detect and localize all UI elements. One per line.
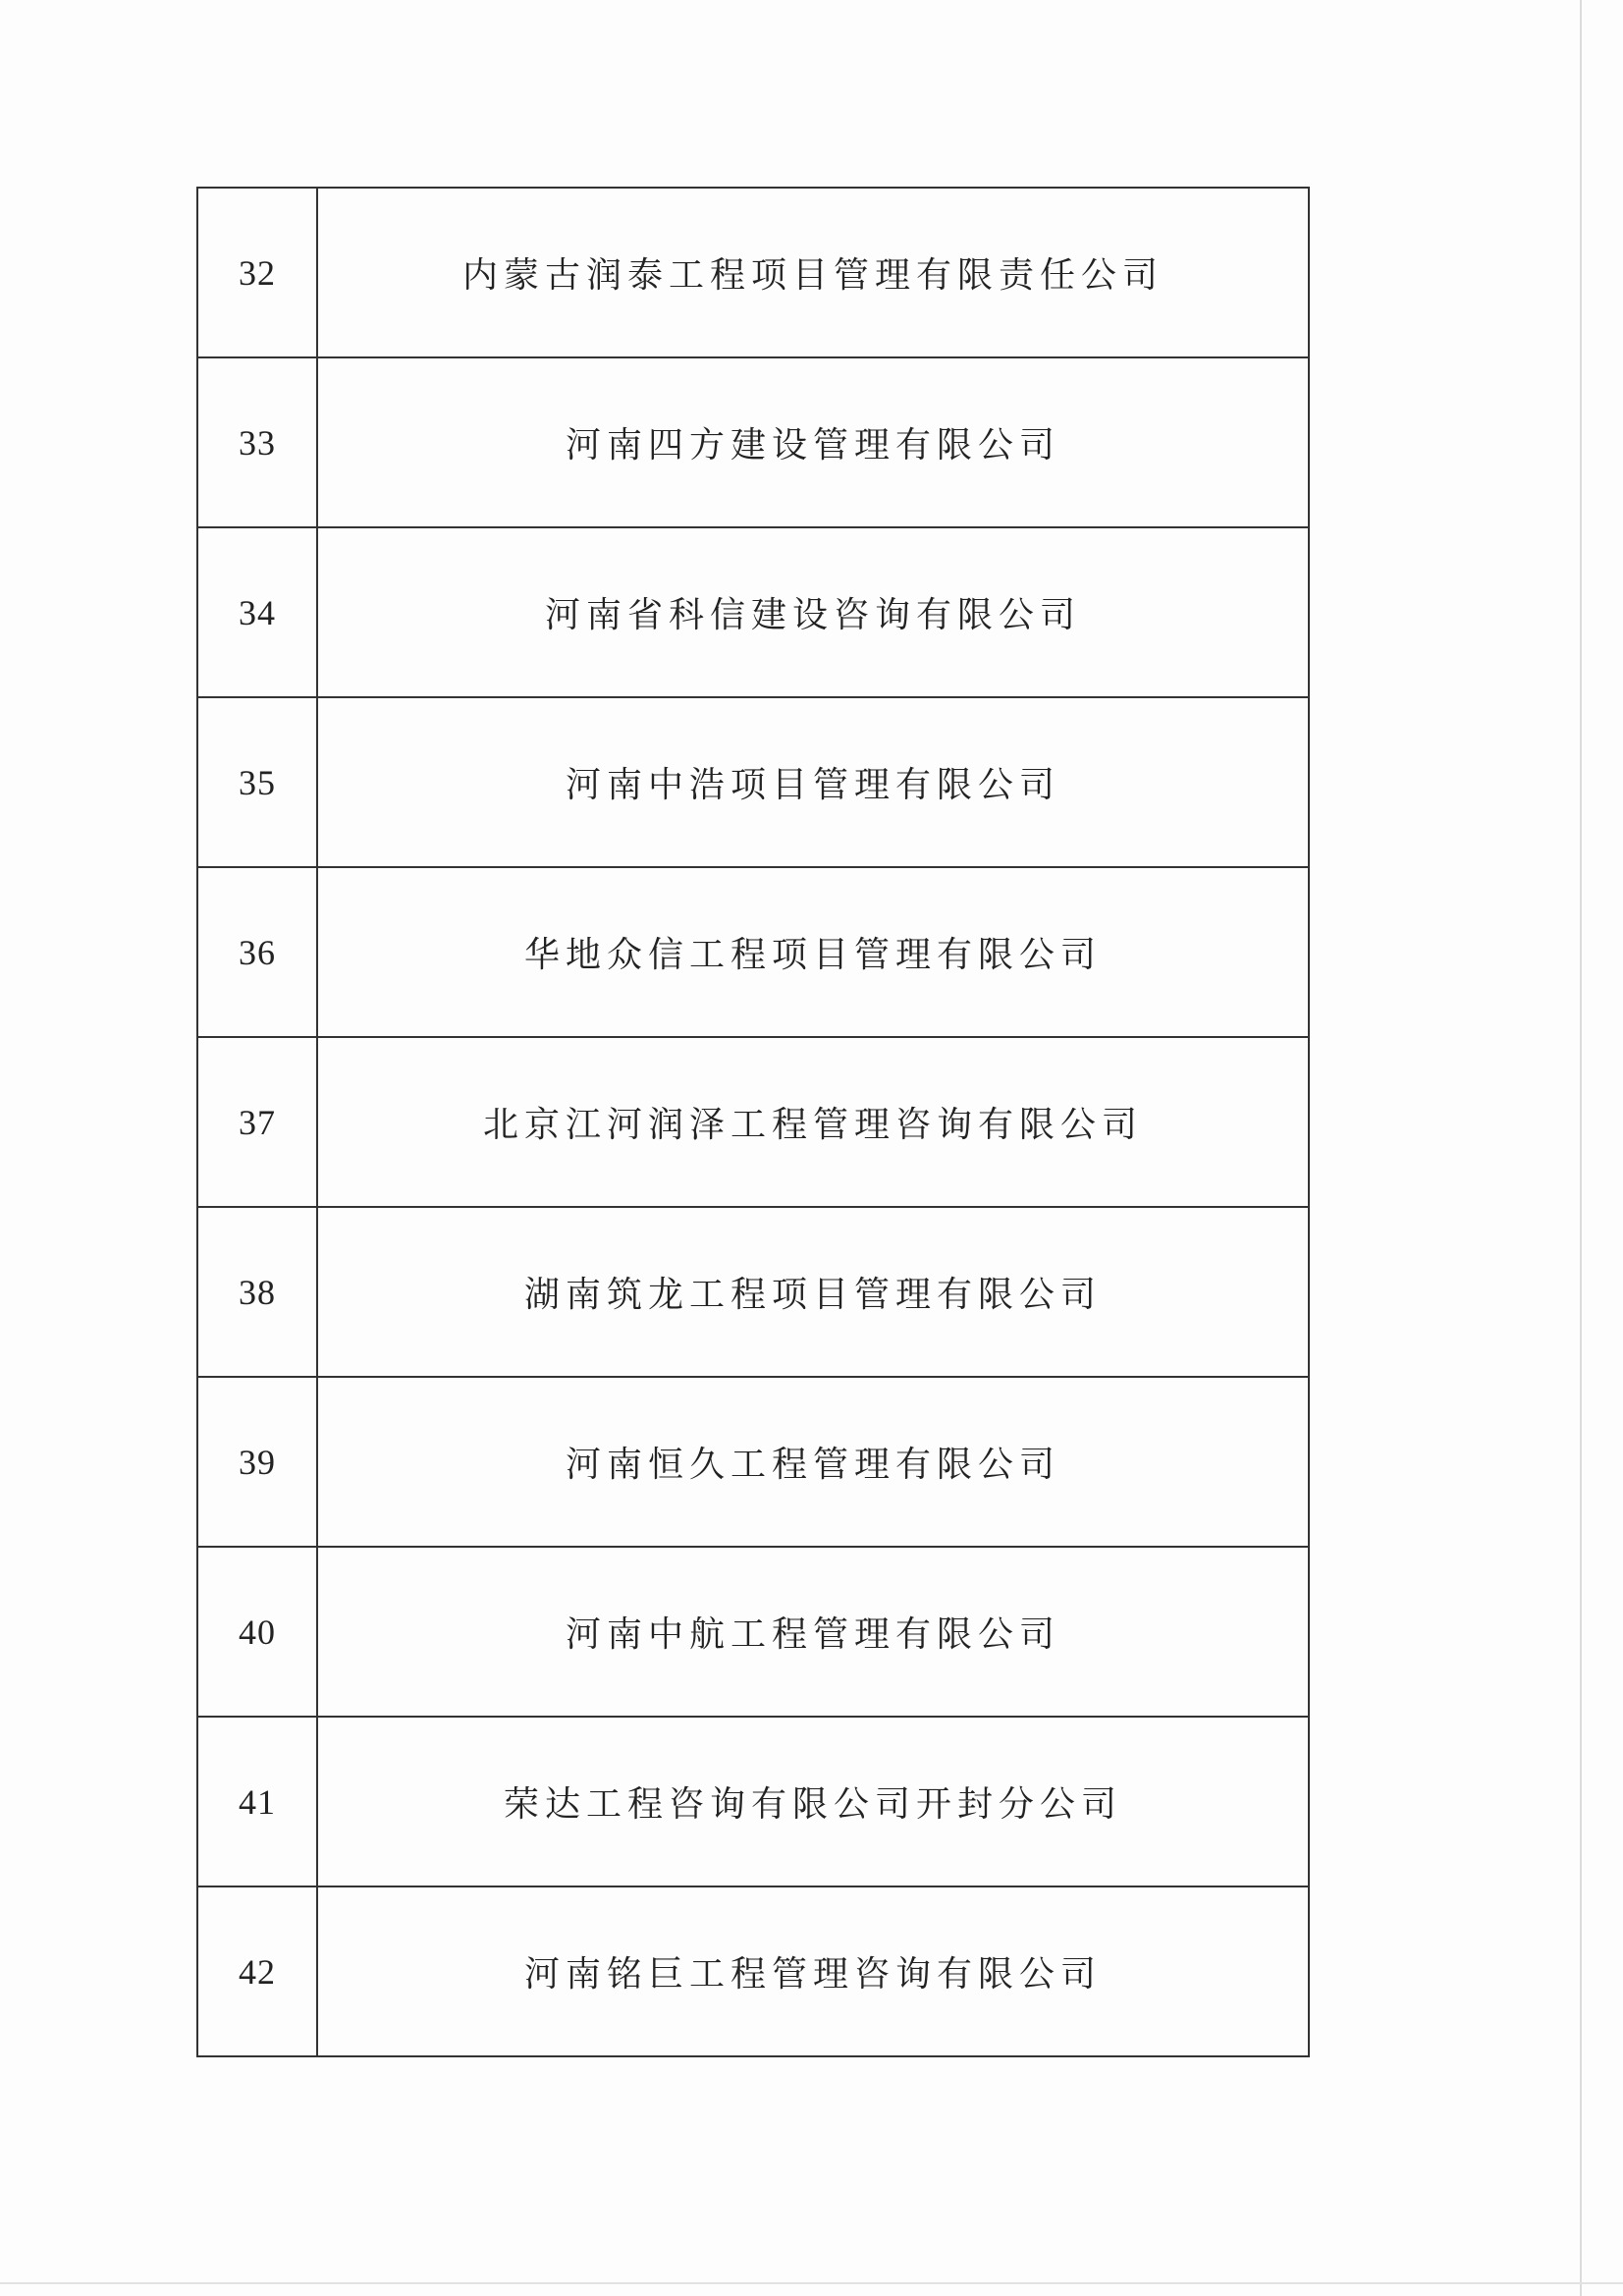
table-row <box>197 527 1309 697</box>
row-number: 33 <box>197 357 317 527</box>
company-list-table <box>196 187 1310 2057</box>
table-row <box>197 1717 1309 1886</box>
row-number: 37 <box>197 1037 317 1207</box>
row-number: 41 <box>197 1717 317 1886</box>
row-number: 39 <box>197 1377 317 1547</box>
table-row <box>197 1037 1309 1207</box>
table-row <box>197 1547 1309 1717</box>
page-edge-right <box>1580 0 1582 2296</box>
table-row <box>197 188 1309 357</box>
row-number: 35 <box>197 697 317 867</box>
company-name: 河南中航工程管理有限公司 <box>317 1547 1309 1717</box>
company-name: 湖南筑龙工程项目管理有限公司 <box>317 1207 1309 1377</box>
company-name: 荣达工程咨询有限公司开封分公司 <box>317 1717 1309 1886</box>
company-name: 华地众信工程项目管理有限公司 <box>317 867 1309 1037</box>
table-row <box>197 1207 1309 1377</box>
company-name: 河南恒久工程管理有限公司 <box>317 1377 1309 1547</box>
row-number: 38 <box>197 1207 317 1377</box>
table-row <box>197 357 1309 527</box>
page-edge-bottom <box>0 2282 1623 2284</box>
table-row <box>197 1886 1309 2056</box>
row-number: 32 <box>197 188 317 357</box>
table-row <box>197 867 1309 1037</box>
row-number: 42 <box>197 1886 317 2056</box>
company-name: 北京江河润泽工程管理咨询有限公司 <box>317 1037 1309 1207</box>
table-row <box>197 1377 1309 1547</box>
row-number: 34 <box>197 527 317 697</box>
company-name: 内蒙古润泰工程项目管理有限责任公司 <box>317 188 1309 357</box>
row-number: 40 <box>197 1547 317 1717</box>
company-name: 河南铭巨工程管理咨询有限公司 <box>317 1886 1309 2056</box>
company-name: 河南中浩项目管理有限公司 <box>317 697 1309 867</box>
company-name: 河南省科信建设咨询有限公司 <box>317 527 1309 697</box>
table-row <box>197 697 1309 867</box>
row-number: 36 <box>197 867 317 1037</box>
company-name: 河南四方建设管理有限公司 <box>317 357 1309 527</box>
